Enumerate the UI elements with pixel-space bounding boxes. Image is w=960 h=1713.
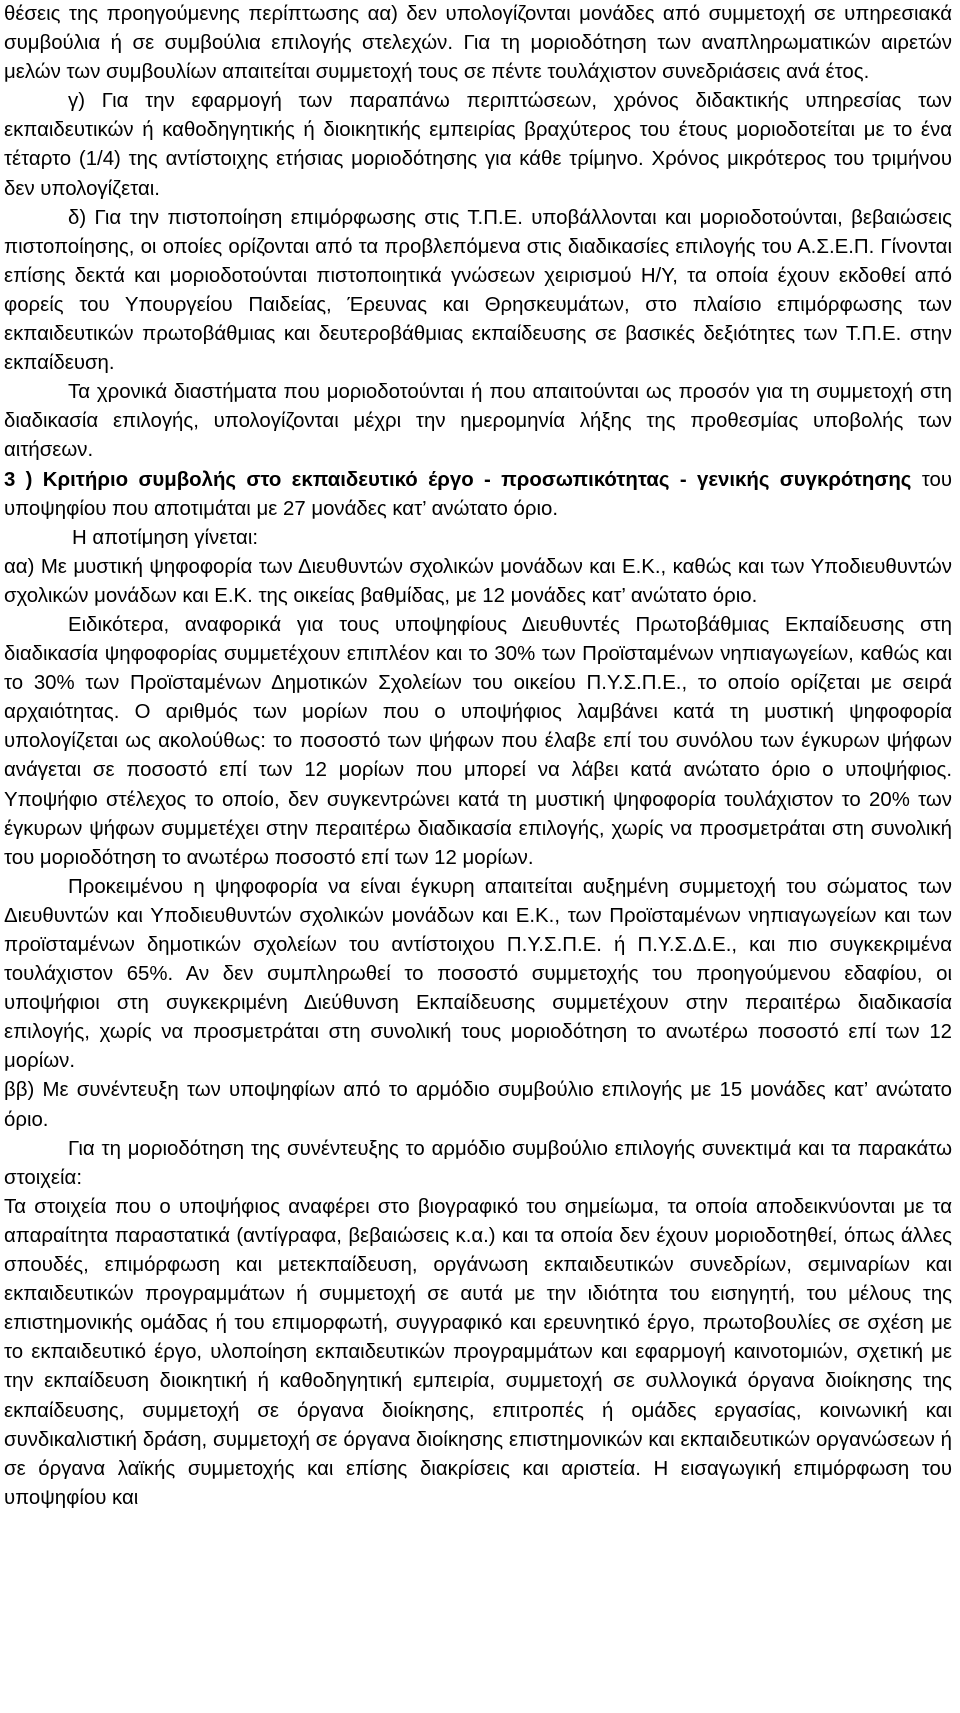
paragraph-interview-scoring: Για τη μοριοδότηση της συνέντευξης το αρμόδιο συμβούλιο επιλογής συνεκτιμά και τα παρακάτω στοιχεία: [4,1137,952,1189]
paragraph-interview: ββ) Με συνέντευξη των υποψηφίων από το αρμόδιο συμβούλιο επιλογής με 15 μονάδες κατ’ ανώτατο όριο. [4,1079,952,1131]
paragraph-service-time-rule: γ) Για την εφαρμογή των παραπάνω περιπτώσεων, χρόνος διδακτικής υπηρεσίας των εκπαιδευτικών ή καθοδηγητικής ή διοικητικής εμπειρίας βραχύτερος του έτους μοριοδοτείται με το ένα τέταρτο (1/4) της αντίστοιχης ετήσιας μοριοδότησης για κάθε τρίμηνο. Χρόνος μικρότερος του τριμήνου δεν υπολογίζεται. [4,90,952,200]
paragraph-ict-certification: δ) Για την πιστοποίηση επιμόρφωσης στις Τ.Π.Ε. υποβάλλονται και μοριοδοτούνται, βεβαιώσεις πιστοποίησης, οι οποίες ορίζονται από τα προβλεπόμενα στις διαδικασίες επιλογής του Α.Σ.Ε.Π. Γίνονται επίσης δεκτά και μοριοδοτούνται πιστοποιητικά γνώσεων χειρισμού Η/Υ, τα οποία έχουν εκδοθεί από φορείς του Υπουργείου Παιδείας, Έρευνας και Θρησκευμάτων, στο πλαίσιο επιμόρφωσης των εκπαιδευτικών πρωτοβάθμιας και δευτεροβάθμιας εκπαίδευσης σε βασικές δεξιότητες των Τ.Π.Ε. στην εκπαίδευση. [4,206,952,375]
paragraph-council-participation: θέσεις της προηγούμενης περίπτωσης αα) δεν υπολογίζονται μονάδες από συμμετοχή σε υπηρεσιακά συμβούλια ή σε συμβούλια επιλογής στελεχών. Για τη μοριοδότηση των αναπληρωματικών αιρετών μελών των συμβουλίων απαιτείται συμμετοχή τους σε πέντε τουλάχιστον συνεδριάσεις ανά έτος. [4,3,952,84]
paragraph-ballot-details: Ειδικότερα, αναφορικά για τους υποψηφίους Διευθυντές Πρωτοβάθμιας Εκπαίδευσης στη διαδικασία ψηφοφορίας συμμετέχουν επιπλέον και το 30% των Προϊσταμένων νηπιαγωγείων, καθώς και το 30% των Προϊσταμένων Δημοτικών Σχολείων του οικείου Π.Υ.Σ.Π.Ε., το οποίο ορίζεται με σειρά αρχαιότητας. Ο αριθμός των μορίων που ο υποψήφιος λαμβάνει κατά τη μυστική ψηφοφορία υπολογίζεται ως ακολούθως: το ποσοστό των ψήφων που έλαβε επί του συνόλου των έγκυρων ψήφων ανάγεται σε ποσοστό επί των 12 μορίων που μπορεί να λάβει κατά ανώτατο όριο ο υποψήφιος. Υποψήφιο στέλεχος το οποίο, δεν συγκεντρώνει κατά τη μυστική ψηφοφορία τουλάχιστον το 20% των έγκυρων ψήφων συμμετέχει στην περαιτέρω διαδικασία επιλογής, χωρίς να προσμετράται στη συνολική του μοριοδότηση το ανωτέρω ποσοστό επί των 12 μορίων. [4,613,952,869]
paragraph-cv-elements: Τα στοιχεία που ο υποψήφιος αναφέρει στο βιογραφικό του σημείωμα, τα οποία αποδεικνύονται με τα απαραίτητα παραστατικά (αντίγραφα, βεβαιώσεις κ.α.) και τα οποία δεν έχουν μοριοδοτηθεί, όπως άλλες σπουδές, επιμόρφωση και μετεκπαίδευση, οργάνωση εκπαιδευτικών συνεδρίων, σεμιναρίων και εκπαιδευτικών προγραμμάτων ή συμμετοχή σε αυτά με την ιδιότητα του εισηγητή, του μέλους της επιστημονικής ομάδας ή του επιμορφωτή, συγγραφικό και ερευνητικό έργο, πρωτοβουλίες σε σχέση με το εκπαιδευτικό έργο, υλοποίηση εκπαιδευτικών προγραμμάτων και εφαρμογή καινοτομιών, σχετική με την εκπαίδευση διοικητική ή καθοδηγητική εμπειρία, συμμετοχή σε συλλογικά όργανα διοίκησης της εκπαίδευσης, συμμετοχή σε όργανα διοίκησης, επιτροπές ή ομάδες εργασίας, κοινωνική και συνδικαλιστική δράση, συμμετοχή σε όργανα διοίκησης επιστημονικών και εκπαιδευτικών οργανώσεων ή σε όργανα λαϊκής συμμετοχής και επίσης διακρίσεις και αριστεία. Η εισαγωγική επιμόρφωση του υποψηφίου και [4,1195,952,1509]
paragraph-criterion-3 [4,466,952,524]
paragraph-ballot-validity: Προκειμένου η ψηφοφορία να είναι έγκυρη απαιτείται αυξημένη συμμετοχή του σώματος των Διευθυντών και Υποδιευθυντών σχολικών μονάδων και Ε.Κ., των Προϊσταμένων νηπιαγωγείων και των προϊσταμένων δημοτικών σχολείων του αντίστοιχου Π.Υ.Σ.Π.Ε. ή Π.Υ.Σ.Δ.Ε., και πιο συγκεκριμένα τουλάχιστον 65%. Αν δεν συμπληρωθεί το ποσοστό συμμετοχής του προηγούμενου εδαφίου, οι υποψήφιοι στη συγκεκριμένη Διεύθυνση Εκπαίδευσης συμμετέχουν στην περαιτέρω διαδικασία επιλογής, χωρίς να προσμετράται στη συνολική τους μοριοδότηση το ανωτέρω ποσοστό επί των 12 μορίων. [4,875,952,1073]
paragraph-time-periods: Τα χρονικά διαστήματα που μοριοδοτούνται ή που απαιτούνται ως προσόν για τη συμμετοχή στη διαδικασία επιλογής, υπολογίζονται μέχρι την ημερομηνία λήξης της προθεσμίας υποβολής των αιτήσεων. [4,381,952,462]
paragraph-secret-ballot: αα) Με μυστική ψηφοφορία των Διευθυντών σχολικών μονάδων και Ε.Κ., καθώς και των Υποδιευθυντών σχολικών μονάδων και Ε.Κ. της οικείας βαθμίδας, με 12 μονάδες κατ’ ανώτατο όριο. [4,555,952,607]
paragraph-assessment-intro: Η αποτίμηση γίνεται: [72,526,259,549]
criterion-3-heading: 3 ) Κριτήριο συμβολής στο εκπαιδευτικό έργο - προσωπικότητας - γενικής συγκρότησης [4,468,912,491]
criterion-3-text: του υποψηφίου που αποτιμάται με 27 μονάδες κατ’ ανώτατο όριο. [4,468,952,520]
